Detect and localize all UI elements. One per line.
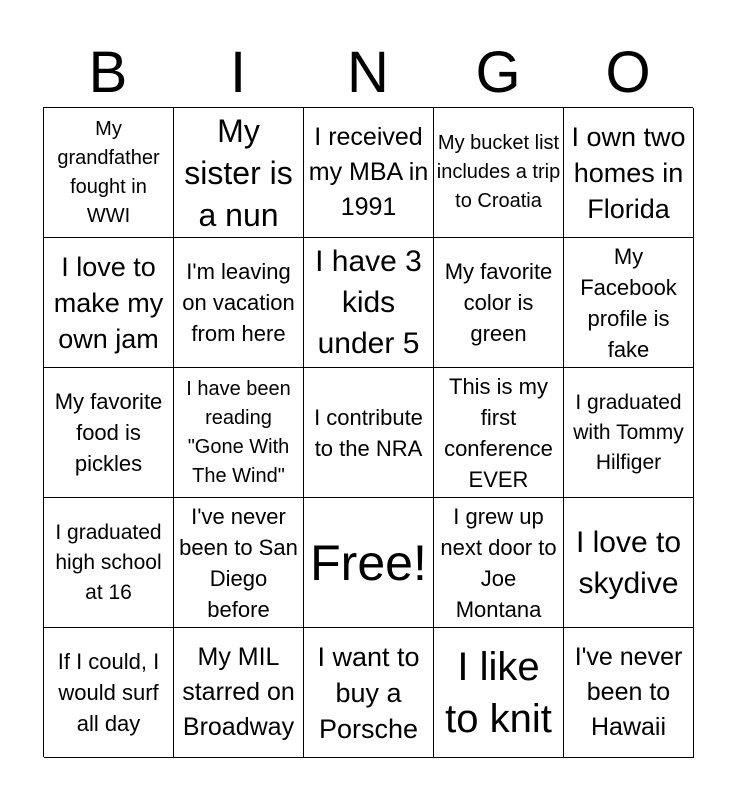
bingo-cell-r2-c2[interactable] bbox=[174, 238, 304, 368]
bingo-cell-r3-c4[interactable] bbox=[434, 368, 564, 498]
bingo-cell-r2-c5[interactable] bbox=[564, 238, 694, 368]
bingo-cell-r5-c3[interactable] bbox=[304, 628, 434, 758]
cell-text: My sister is a nun bbox=[184, 112, 293, 233]
bingo-cell-r2-c1[interactable] bbox=[44, 238, 174, 368]
cell-text: My bucket list includes a trip to Croatia bbox=[436, 132, 561, 212]
bingo-cell-r5-c2[interactable] bbox=[174, 628, 304, 758]
bingo-cell-r3-c3[interactable] bbox=[304, 368, 434, 498]
bingo-cell-r5-c4[interactable] bbox=[434, 628, 564, 758]
bingo-cell-r3-c5[interactable] bbox=[564, 368, 694, 498]
bingo-cell-r4-c2[interactable] bbox=[174, 498, 304, 628]
cell-text: I graduated high school at 16 bbox=[55, 520, 162, 604]
header-letter-n: N bbox=[347, 40, 389, 105]
header-letter-o: O bbox=[605, 40, 651, 105]
bingo-cell-r2-c4[interactable] bbox=[434, 238, 564, 368]
header-letter-g: G bbox=[475, 40, 521, 105]
cell-text: I've never been to Hawaii bbox=[574, 643, 683, 741]
cell-text: I've never been to San Diego before bbox=[179, 503, 298, 622]
cell-text: I received my MBA in 1991 bbox=[308, 123, 429, 221]
header-letter-i: I bbox=[229, 40, 247, 105]
bingo-cell-r4-c4[interactable] bbox=[434, 498, 564, 628]
cell-text: My grandfather fought in WWI bbox=[57, 117, 160, 227]
bingo-cell-r1-c5[interactable] bbox=[564, 108, 694, 238]
cell-text: If I could, I would surf all day bbox=[57, 649, 160, 736]
cell-text: My Facebook profile is fake bbox=[580, 243, 677, 362]
bingo-cell-r4-c1[interactable] bbox=[44, 498, 174, 628]
cell-text: I own two homes in Florida bbox=[571, 121, 686, 224]
bingo-cell-r5-c5[interactable] bbox=[564, 628, 694, 758]
cell-text: Free! bbox=[310, 534, 427, 591]
cell-text: I grew up next door to Joe Montana bbox=[440, 503, 557, 622]
bingo-cell-r1-c2[interactable] bbox=[174, 108, 304, 238]
cell-text: I love to skydive bbox=[575, 525, 682, 600]
cell-text: I love to make my own jam bbox=[53, 251, 164, 354]
cell-text: I have been reading "Gone With The Wind" bbox=[186, 377, 291, 487]
cell-text: I'm leaving on vacation from here bbox=[182, 259, 295, 346]
cell-text: This is my first conference EVER bbox=[444, 373, 553, 492]
bingo-cell-r3-c1[interactable] bbox=[44, 368, 174, 498]
cell-text: I like to knit bbox=[445, 644, 552, 741]
bingo-grid bbox=[43, 107, 693, 757]
cell-text: I contribute to the NRA bbox=[314, 404, 423, 461]
bingo-cell-free[interactable] bbox=[304, 498, 434, 628]
cell-text: I want to buy a Porsche bbox=[317, 641, 420, 744]
cell-text: I have 3 kids under 5 bbox=[315, 245, 422, 360]
cell-text: My favorite food is pickles bbox=[54, 389, 163, 476]
bingo-cell-r1-c3[interactable] bbox=[304, 108, 434, 238]
cell-text: My MIL starred on Broadway bbox=[182, 643, 295, 741]
header-letter-b: B bbox=[88, 40, 128, 105]
bingo-cell-r1-c4[interactable] bbox=[434, 108, 564, 238]
bingo-cell-r5-c1[interactable] bbox=[44, 628, 174, 758]
bingo-cell-r3-c2[interactable] bbox=[174, 368, 304, 498]
cell-text: My favorite color is green bbox=[444, 259, 553, 346]
bingo-cell-r2-c3[interactable] bbox=[304, 238, 434, 368]
bingo-cell-r4-c5[interactable] bbox=[564, 498, 694, 628]
cell-text: I graduated with Tommy Hilfiger bbox=[573, 390, 684, 474]
bingo-header bbox=[43, 40, 693, 106]
bingo-cell-r1-c1[interactable] bbox=[44, 108, 174, 238]
